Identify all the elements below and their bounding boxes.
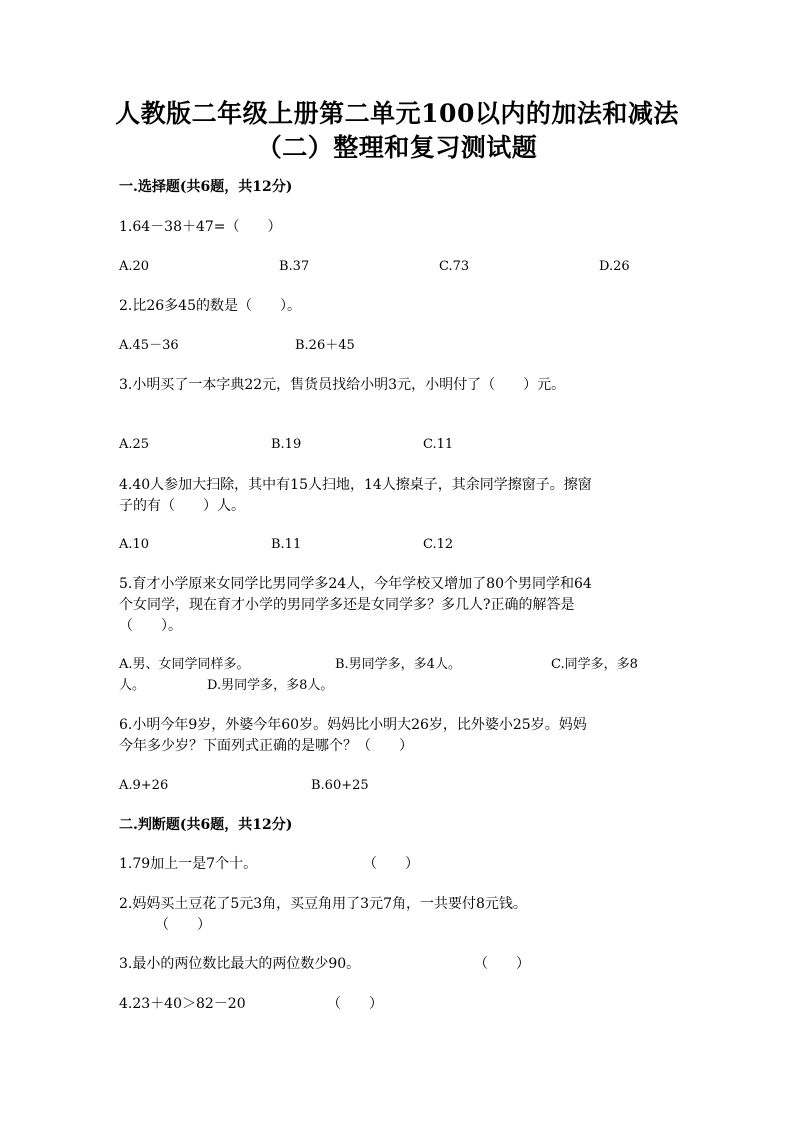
q5-option-b: B.男同学多，多4人。 [335, 657, 461, 672]
judge-3-blank: （ ） [474, 956, 530, 972]
question-6-text-line1: 6.小明今年9岁，外婆今年60岁。妈妈比小明大26岁，比外婆小25岁。妈妈 [119, 717, 587, 733]
question-5-text-line1: 5.育才小学原来女同学比男同学多24人，今年学校又增加了80个男同学和64 [119, 576, 592, 592]
question-1-text: 1.64－38＋47=（ ） [119, 219, 282, 235]
q1-option-d: D.26 [599, 259, 630, 274]
q5-option-c-continued: 人。 [119, 678, 146, 693]
q5-option-a: A.男、女同学同样多。 [119, 657, 250, 672]
q3-option-a: A.25 [119, 437, 150, 452]
q2-option-b: B.26＋45 [295, 338, 355, 353]
q3-option-c: C.11 [423, 437, 454, 452]
q4-option-c: C.12 [423, 537, 454, 552]
q6-option-a: A.9+26 [119, 778, 169, 793]
judge-1-blank: （ ） [363, 856, 419, 872]
question-4-text-line1: 4.40人参加大扫除，其中有15人扫地，14人擦桌子，其余同学擦窗子。擦窗 [119, 477, 592, 493]
question-4-text-line2: 子的有（ ）人。 [119, 498, 245, 514]
judge-3-text: 3.最小的两位数比最大的两位数少90。 [119, 956, 361, 972]
judge-2-text: 2.妈妈买土豆花了5元3角，买豆角用了3元7角，一共要付8元钱。 [119, 896, 527, 912]
judge-4-text: 4.23＋40＞82－20 [119, 996, 246, 1012]
question-3-text: 3.小明买了一本字典22元，售货员找给小明3元，小明付了（ ）元。 [119, 377, 566, 393]
q1-option-c: C.73 [439, 259, 470, 274]
question-5-text-line2: 个女同学，现在育才小学的男同学多还是女同学多？多几人?正确的解答是 [119, 597, 575, 613]
question-5-text-line3: （ ）。 [119, 618, 182, 634]
q1-option-a: A.20 [119, 259, 150, 274]
judge-1-text: 1.79加上一是7个十。 [119, 856, 258, 872]
section-heading-choice: 一.选择题(共6题，共12分) [119, 179, 293, 195]
question-2-text: 2.比26多45的数是（ ）。 [119, 298, 301, 314]
q1-option-b: B.37 [279, 259, 310, 274]
page-title-line2: （二）整理和复习测试题 [256, 133, 538, 162]
q6-option-b: B.60+25 [311, 778, 369, 793]
page-title-line1: 人教版二年级上册第二单元100以内的加法和减法 [115, 99, 679, 128]
q5-option-d: D.男同学多，多8人。 [207, 678, 334, 693]
question-6-text-line2: 今年多少岁？下面列式正确的是哪个？（ ） [119, 738, 413, 754]
q4-option-b: B.11 [271, 537, 302, 552]
q5-option-c: C.同学多，多8 [551, 657, 638, 672]
judge-2-blank: （ ） [155, 917, 211, 933]
judge-4-blank: （ ） [327, 996, 383, 1012]
section-heading-judgement: 二.判断题(共6题，共12分) [119, 817, 293, 833]
q2-option-a: A.45－36 [119, 338, 179, 353]
q4-option-a: A.10 [119, 537, 150, 552]
q3-option-b: B.19 [271, 437, 302, 452]
